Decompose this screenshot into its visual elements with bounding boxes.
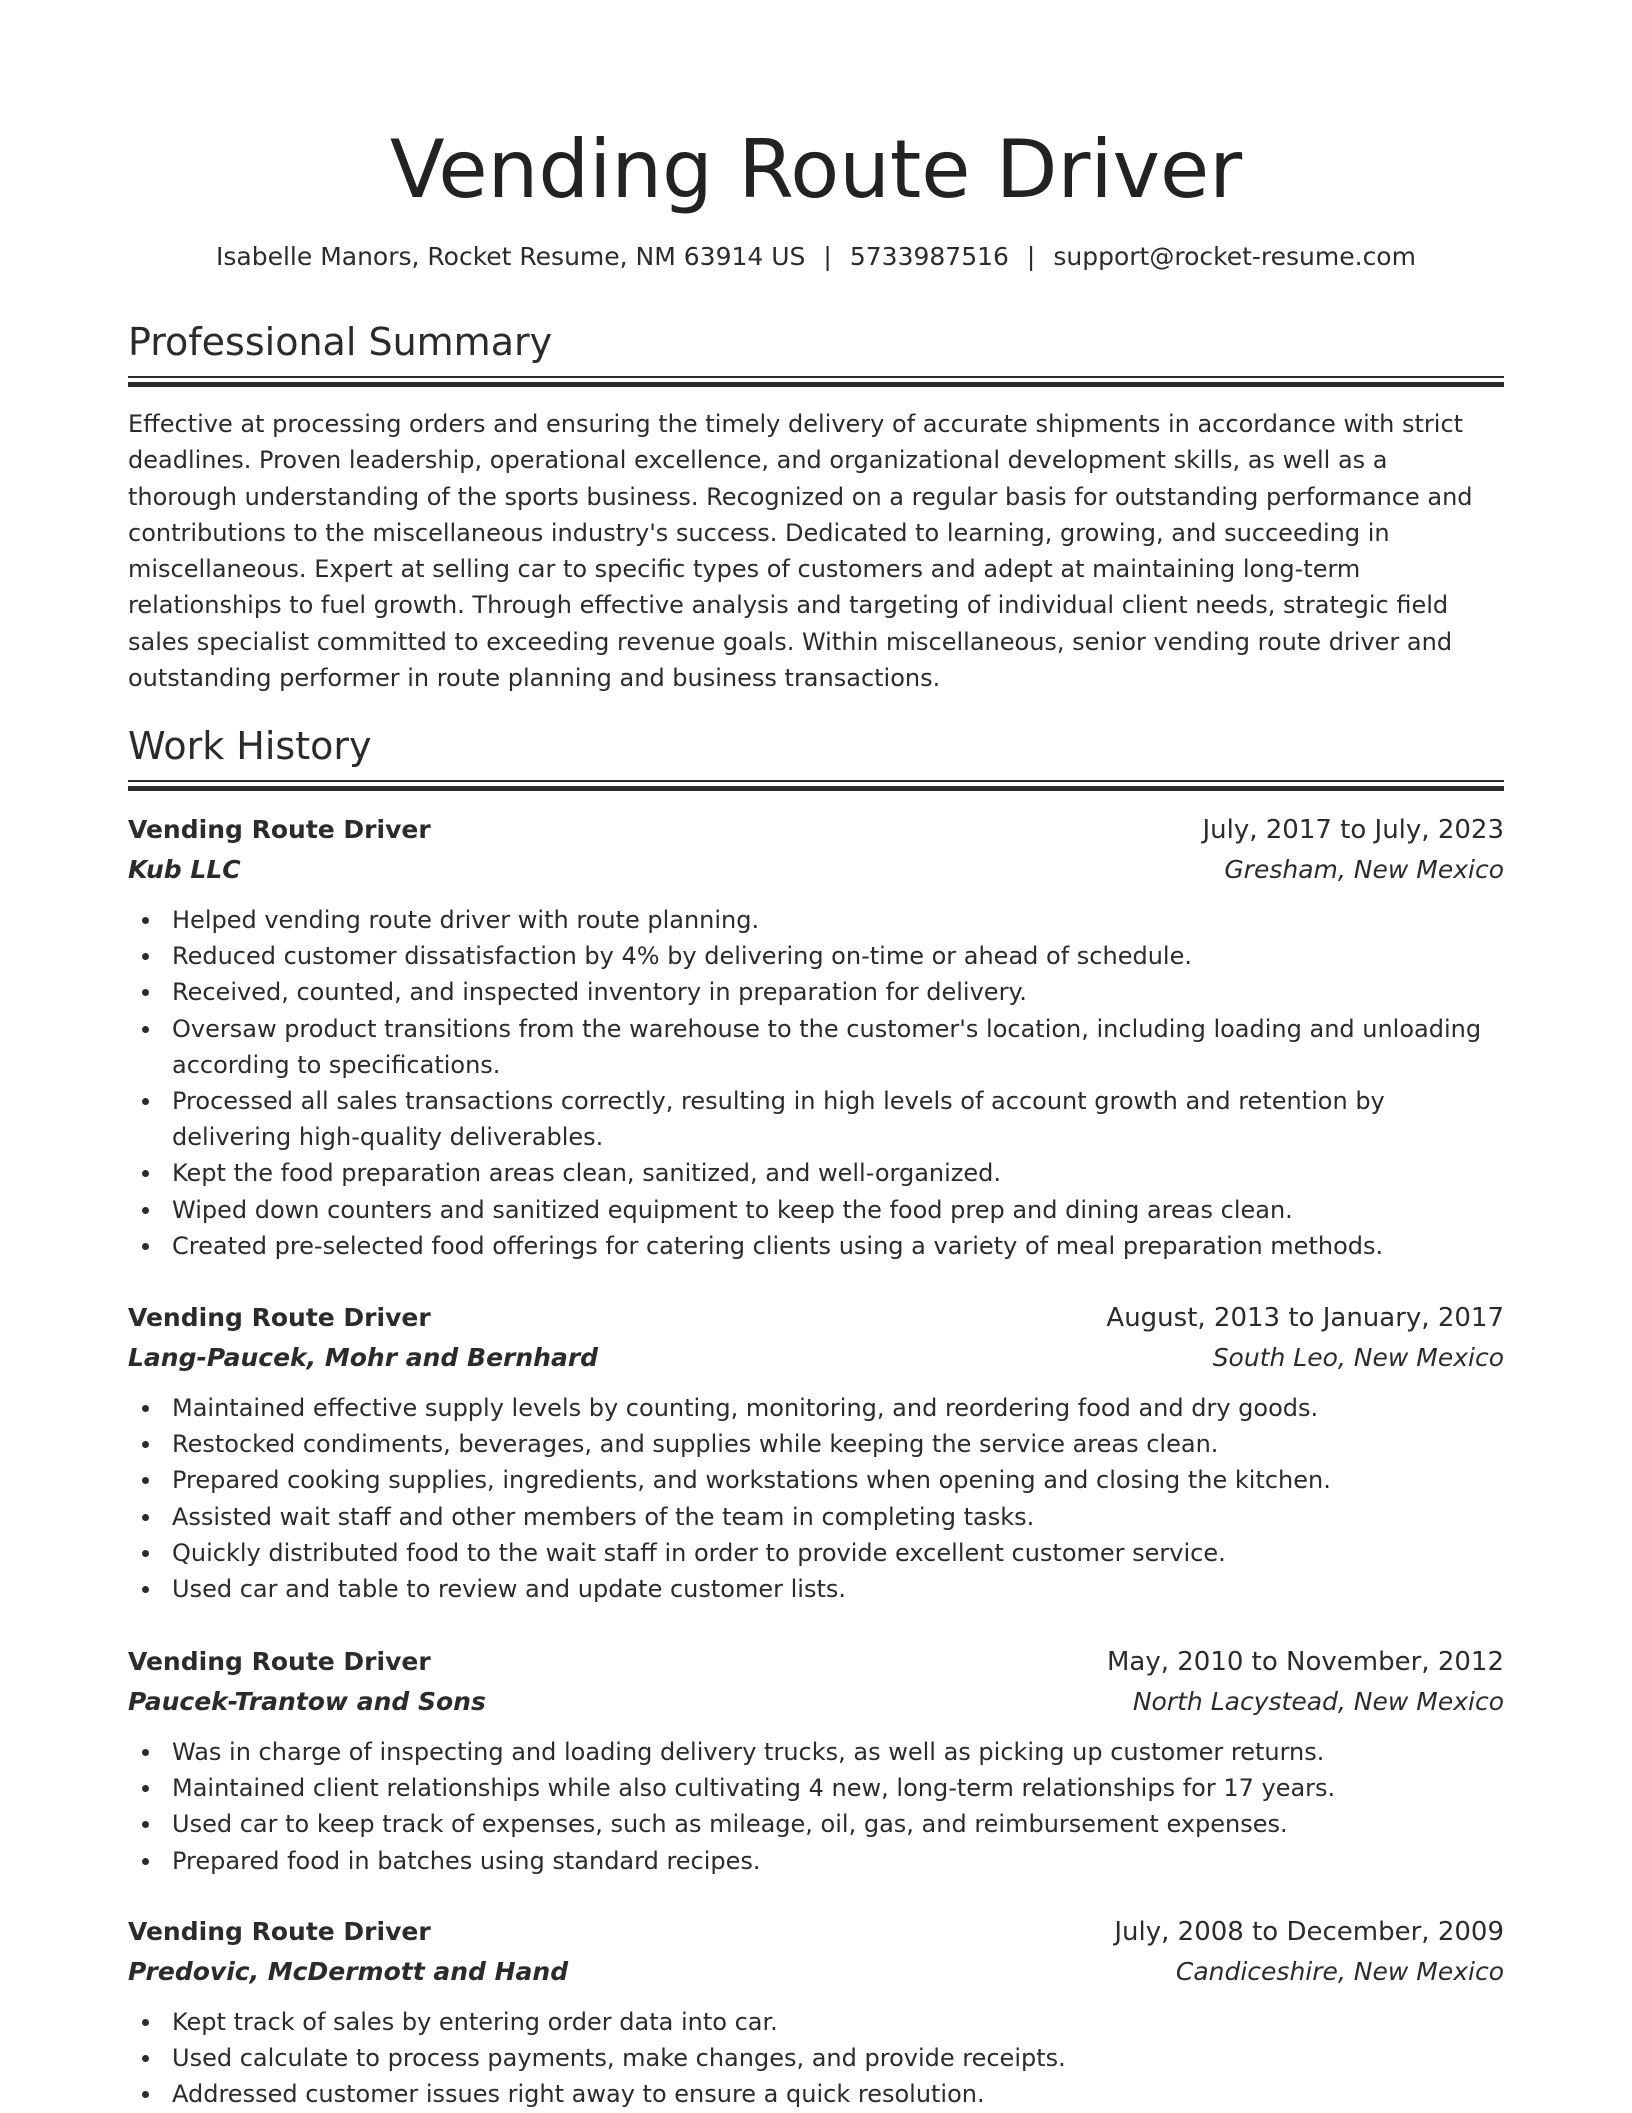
job-bullet: Maintained effective supply levels by counting, monitoring, and reordering food and dry goods. (128, 1390, 1504, 1426)
contact-address: Isabelle Manors, Rocket Resume, NM 63914 US (216, 242, 806, 271)
contact-separator: | (1026, 242, 1036, 271)
job-title: Vending Route Driver (128, 1303, 431, 1332)
job-bullets (128, 1734, 1504, 1879)
job-entry (128, 1298, 1504, 1604)
job-location: North Lacystead, New Mexico (1132, 1687, 1504, 1716)
job-bullet: Used car to keep track of expenses, such as mileage, oil, gas, and reimbursement expenses. (128, 1806, 1504, 1842)
bullet-icon (142, 1441, 149, 1448)
bullet-icon (142, 1477, 149, 1484)
bullet-icon (142, 2091, 149, 2098)
job-bullet: Processed all sales transactions correctly, resulting in high levels of account growth and retention by delivering high-quality deliverables. (128, 1083, 1504, 1155)
job-title: Vending Route Driver (128, 1647, 431, 1676)
bullet-icon (142, 1586, 149, 1593)
contact-email: support@rocket-resume.com (1053, 242, 1416, 271)
job-dates: May, 2010 to November, 2012 (1106, 1647, 1504, 1677)
bullet-icon (142, 1207, 149, 1214)
job-entry (128, 1912, 1504, 2109)
job-company: Kub LLC (128, 855, 241, 884)
job-location: Gresham, New Mexico (1224, 855, 1504, 884)
bullet-icon (142, 953, 149, 960)
contact-phone: 5733987516 (849, 242, 1009, 271)
job-bullet: Prepared food in batches using standard recipes. (128, 1843, 1504, 1879)
job-location: Candiceshire, New Mexico (1175, 1957, 1504, 1986)
job-bullet: Quickly distributed food to the wait staff in order to provide excellent customer service. (128, 1535, 1504, 1571)
job-dates: July, 2008 to December, 2009 (1114, 1917, 1504, 1947)
job-location: South Leo, New Mexico (1212, 1343, 1504, 1372)
summary-divider (128, 376, 1504, 386)
job-bullets (128, 1390, 1504, 1607)
bullet-icon (142, 2055, 149, 2062)
job-bullets (128, 2004, 1504, 2113)
job-title: Vending Route Driver (128, 1917, 431, 1946)
contact-line (128, 240, 1504, 274)
job-bullet: Reduced customer dissatisfaction by 4% by delivering on-time or ahead of schedule. (128, 938, 1504, 974)
bullet-icon (142, 1550, 149, 1557)
job-dates: August, 2013 to January, 2017 (1106, 1303, 1504, 1333)
job-bullet: Kept the food preparation areas clean, sanitized, and well-organized. (128, 1155, 1504, 1191)
job-entry (128, 810, 1504, 1260)
job-bullet: Helped vending route driver with route planning. (128, 902, 1504, 938)
bullet-icon (142, 1514, 149, 1521)
job-bullet: Received, counted, and inspected inventory in preparation for delivery. (128, 974, 1504, 1010)
bullet-icon (142, 1405, 149, 1412)
work-history-divider (128, 780, 1504, 790)
job-entry (128, 1642, 1504, 1875)
job-bullets (128, 902, 1504, 1264)
job-bullet: Prepared cooking supplies, ingredients, and workstations when opening and closing the kitchen. (128, 1462, 1504, 1498)
bullet-icon (142, 1858, 149, 1865)
bullet-icon (142, 989, 149, 996)
job-company: Paucek-Trantow and Sons (128, 1687, 486, 1716)
job-title: Vending Route Driver (128, 815, 431, 844)
job-bullet: Maintained client relationships while also cultivating 4 new, long-term relationships for 17 years. (128, 1770, 1504, 1806)
job-bullet: Restocked condiments, beverages, and supplies while keeping the service areas clean. (128, 1426, 1504, 1462)
job-bullet: Wiped down counters and sanitized equipment to keep the food prep and dining areas clean. (128, 1192, 1504, 1228)
job-bullet: Used calculate to process payments, make changes, and provide receipts. (128, 2040, 1504, 2076)
job-bullet: Kept track of sales by entering order data into car. (128, 2004, 1504, 2040)
job-bullet: Was in charge of inspecting and loading delivery trucks, as well as picking up customer returns. (128, 1734, 1504, 1770)
bullet-icon (142, 1098, 149, 1105)
bullet-icon (142, 1785, 149, 1792)
bullet-icon (142, 1749, 149, 1756)
job-bullet: Assisted wait staff and other members of the team in completing tasks. (128, 1499, 1504, 1535)
job-company: Lang-Paucek, Mohr and Bernhard (128, 1343, 599, 1372)
resume-title: Vending Route Driver (389, 123, 1243, 216)
bullet-icon (142, 1821, 149, 1828)
job-company: Predovic, McDermott and Hand (128, 1957, 569, 1986)
bullet-icon (142, 2019, 149, 2026)
bullet-icon (142, 1026, 149, 1033)
job-bullet: Used car and table to review and update customer lists. (128, 1571, 1504, 1607)
summary-text: Effective at processing orders and ensuring the timely delivery of accurate shipments in accordance with strict deadlines. Proven leadership, operational excellence, and organizational development skills, as well as a thorough understanding of the sports business. Recognized on a regular basis for outstanding performance and contributions to the miscellaneous industry's success. Dedicated to learning, growing, and succeeding in miscellaneous. Expert at selling car to specific types of customers and adept at maintaining long-term relationships to fuel growth. Through effective analysis and targeting of individual client needs, strategic field sales specialist committed to exceeding revenue goals. Within miscellaneous, senior vending route driver and outstanding performer in route planning and business transactions. (128, 410, 1473, 693)
contact-separator: | (823, 242, 832, 271)
job-bullet: Oversaw product transitions from the warehouse to the customer's location, including loading and unloading according to specifications. (128, 1011, 1504, 1083)
job-bullet: Created pre-selected food offerings for catering clients using a variety of meal preparation methods. (128, 1228, 1504, 1264)
summary-heading: Professional Summary (128, 320, 553, 364)
job-bullet: Addressed customer issues right away to ensure a quick resolution. (128, 2076, 1504, 2112)
bullet-icon (142, 917, 149, 924)
bullet-icon (142, 1170, 149, 1177)
work-history-heading: Work History (128, 724, 372, 768)
bullet-icon (142, 1243, 149, 1250)
job-dates: July, 2017 to July, 2023 (1202, 815, 1504, 845)
